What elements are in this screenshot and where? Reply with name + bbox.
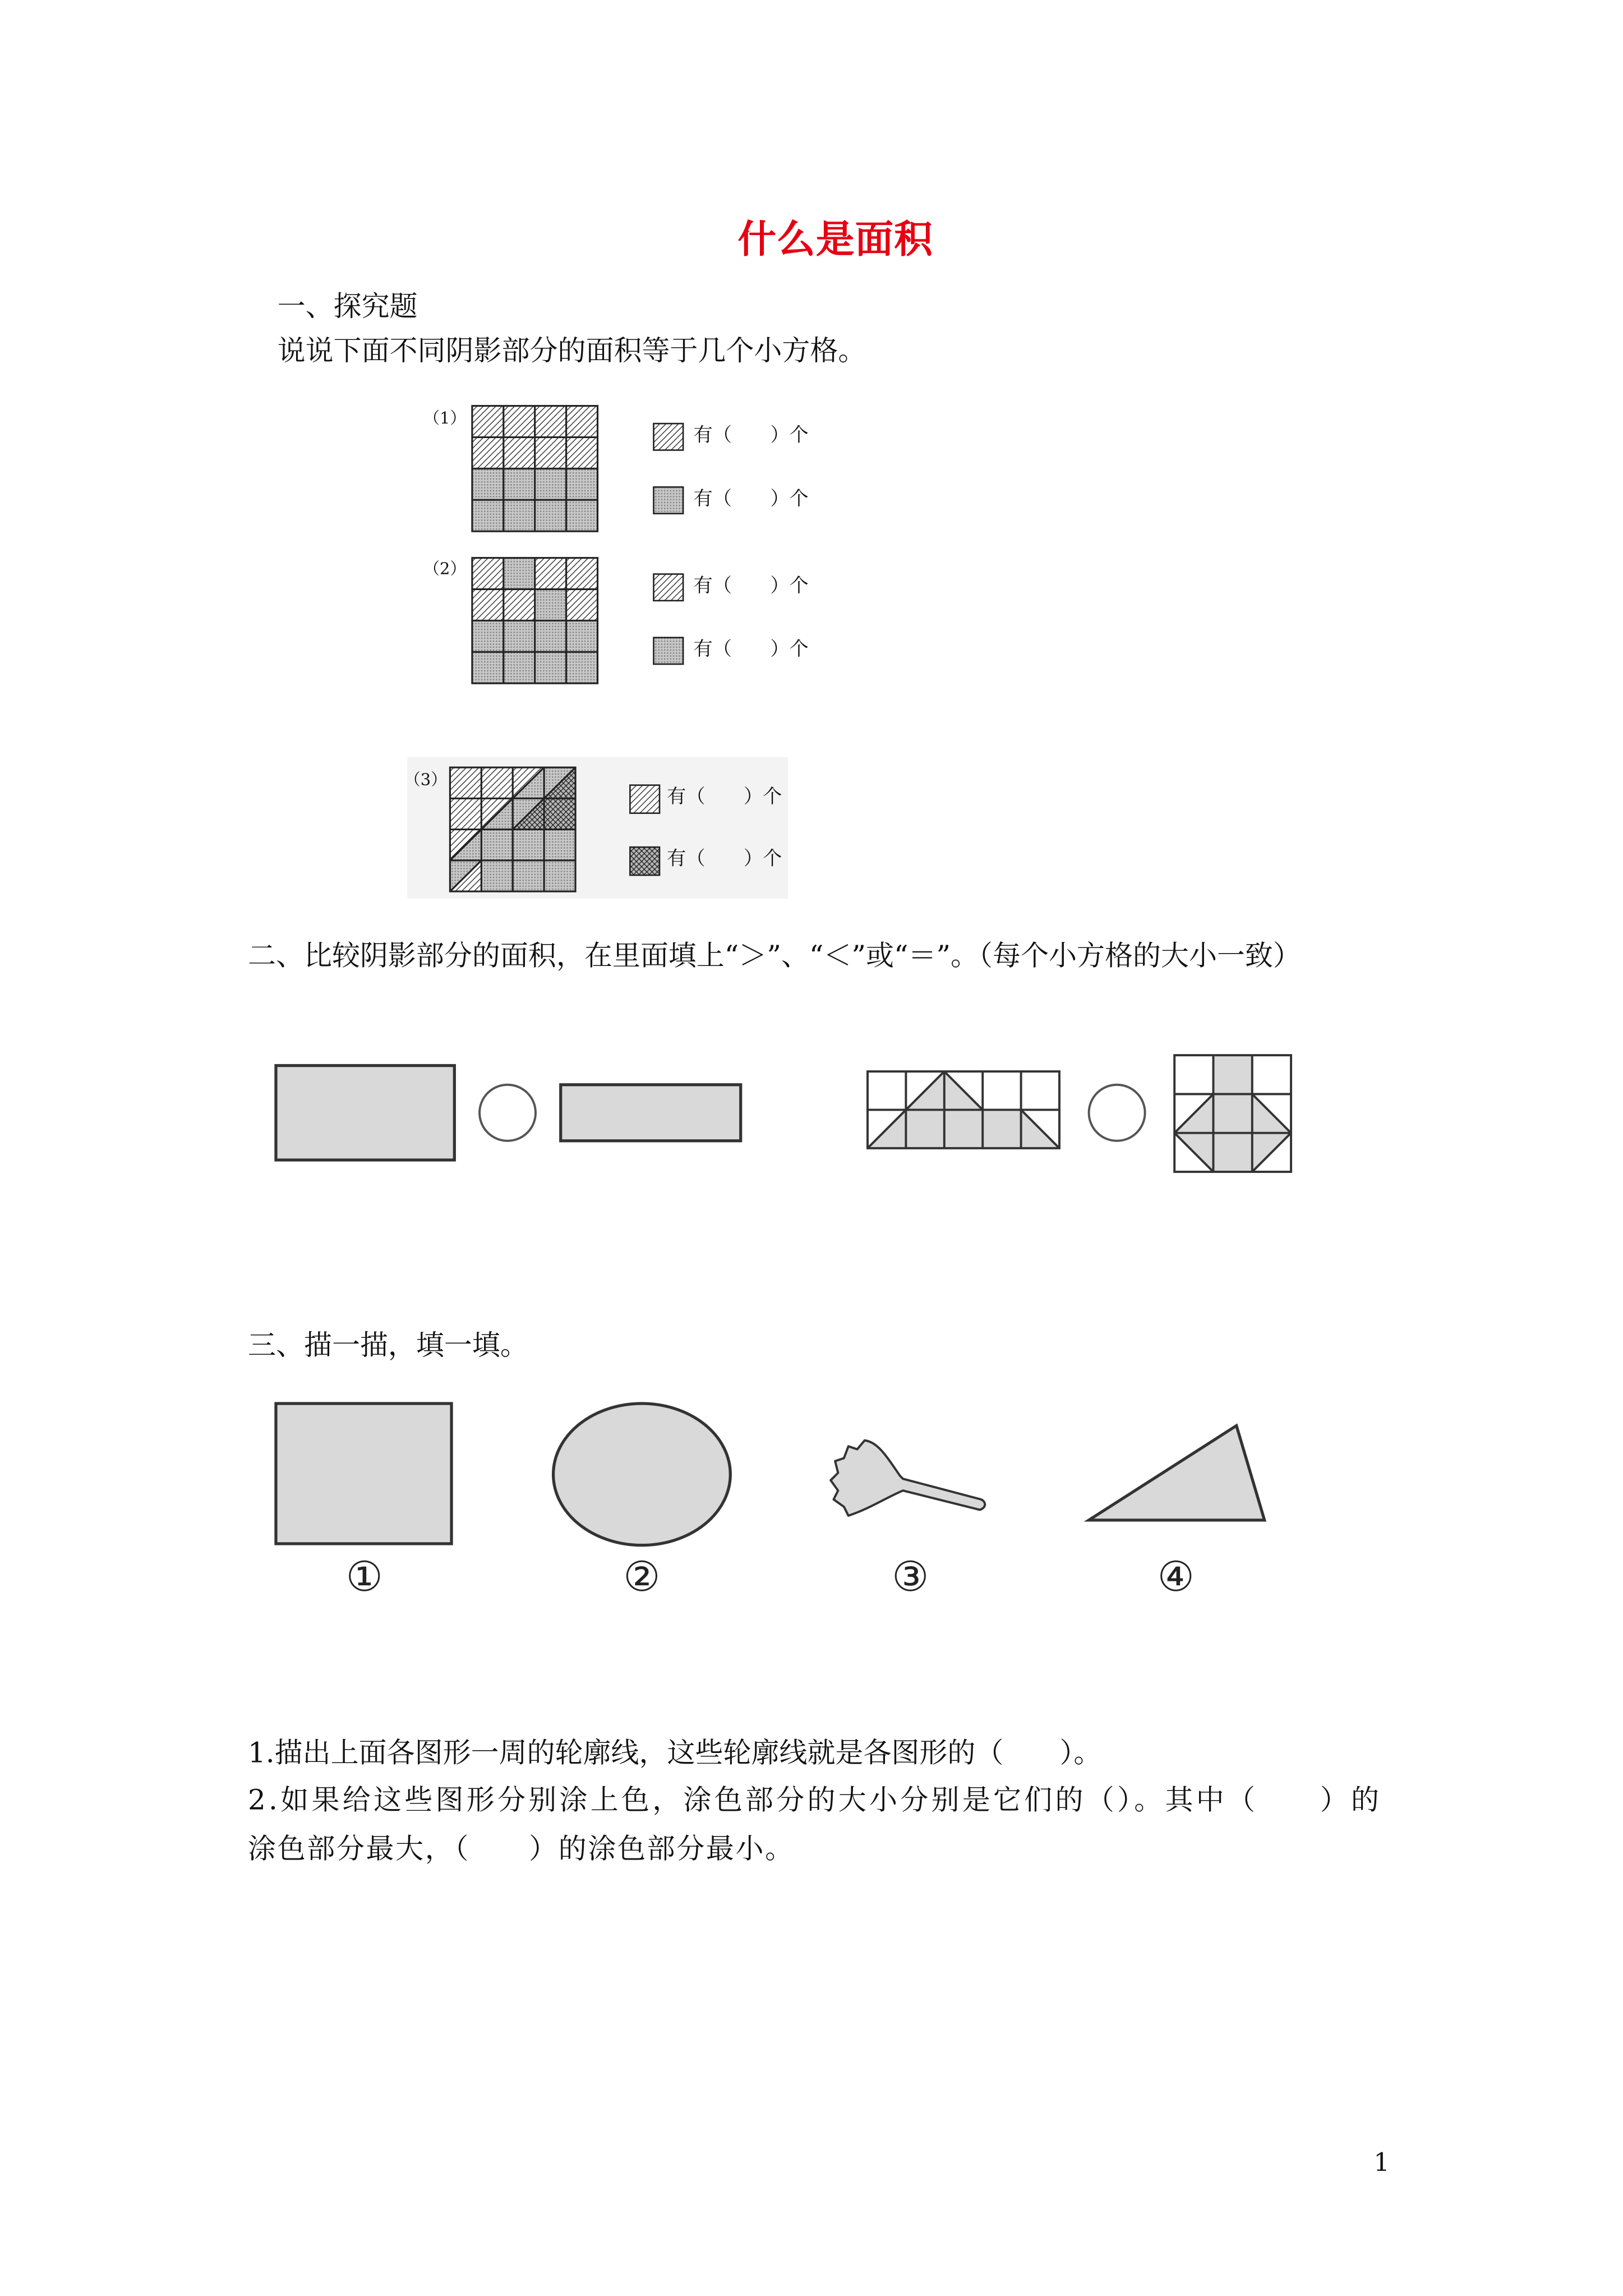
compare-grid-left [868, 1071, 1059, 1148]
grid-figure-1 [472, 406, 598, 532]
legend-text-dotted: 有（ ）个 [693, 488, 809, 511]
compare-rectangle-large [276, 1066, 454, 1160]
shape-rectangle [276, 1404, 451, 1544]
legend-cross-hatched-swatch [630, 847, 660, 875]
shape-label-2: ② [623, 1552, 661, 1602]
question-2-line-1: 2.如果给这些图形分别涂上色，涂色部分的大小分别是它们的（）。其中（ ）的 [247, 1784, 1382, 1817]
page-number: 1 [1373, 2148, 1390, 2179]
figure-label-2: （2） [423, 559, 467, 579]
figure-label-1: （1） [423, 408, 467, 428]
compare-rectangle-small [561, 1085, 741, 1141]
answer-circle-2 [1089, 1085, 1145, 1141]
legend-dotted-swatch [653, 638, 683, 664]
section3-heading: 三、描一描，填一填。 [247, 1329, 528, 1363]
legend-text-hatched: 有（ ）个 [667, 786, 782, 809]
grid-figure-2 [472, 558, 598, 683]
compare-grid-right [1174, 1055, 1291, 1172]
shape-triangle [1089, 1425, 1265, 1520]
figure-label-3: （3） [404, 770, 448, 790]
legend-hatched-swatch [630, 785, 660, 813]
legend-text-dotted: 有（ ）个 [693, 639, 809, 661]
grid-figure-3 [450, 767, 575, 891]
shaded-square [1213, 1055, 1252, 1094]
section2-heading: 二、比较阴影部分的面积，在里面填上“＞”、“＜”或“＝”。（每个小方格的大小一致） [247, 940, 1301, 973]
section1-heading: 一、探究题 [277, 291, 418, 324]
shape-label-4: ④ [1157, 1552, 1195, 1602]
section1-instruction: 说说下面不同阴影部分的面积等于几个小方格。 [277, 335, 866, 368]
page-title: 什么是面积 [737, 218, 934, 263]
question-2-line-2: 涂色部分最大，（ ）的涂色部分最小。 [247, 1833, 795, 1866]
question-1: 1.描出上面各图形一周的轮廓线，这些轮廓线就是各图形的（ ）。 [247, 1737, 1102, 1770]
legend-text-hatched: 有（ ）个 [693, 576, 809, 598]
answer-circle-1 [479, 1085, 536, 1141]
shape-ellipse [554, 1404, 731, 1545]
legend-text-hatched: 有（ ）个 [693, 425, 809, 448]
shaded-trapezoid [868, 1110, 1059, 1148]
legend-hatched-swatch [653, 574, 683, 600]
legend-text-cross-hatched: 有（ ）个 [667, 848, 782, 871]
shape-label-1: ① [345, 1552, 383, 1602]
legend-dotted-swatch [653, 487, 683, 513]
shape-ginkgo-leaf [831, 1441, 985, 1516]
shape-label-3: ③ [892, 1552, 929, 1602]
legend-hatched-swatch [653, 424, 683, 450]
